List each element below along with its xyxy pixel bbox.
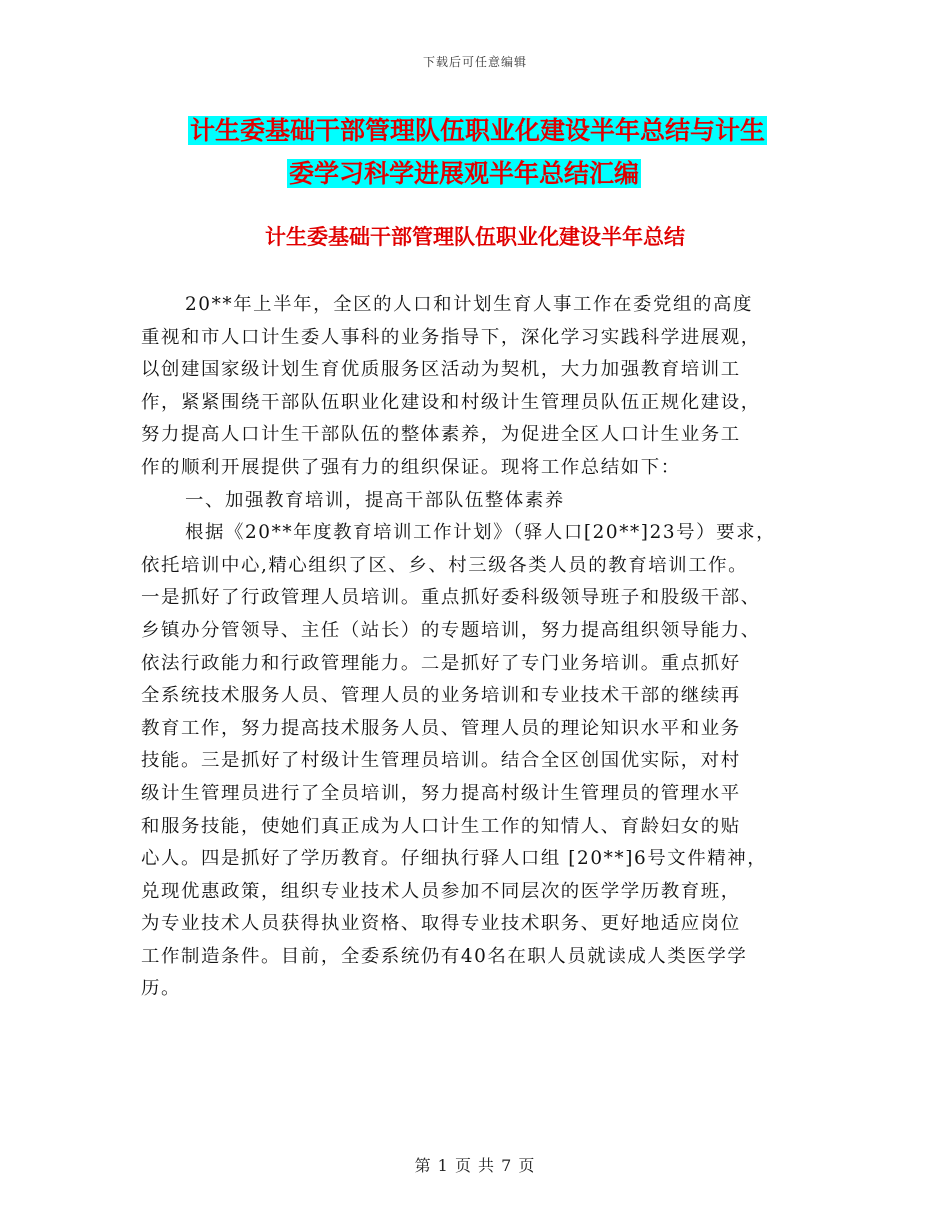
- page-number-footer: 第 1 页 共 7 页: [414, 1156, 536, 1175]
- section-title: 计生委基础干部管理队伍职业化建设半年总结: [265, 225, 685, 249]
- document-title-line-2: 委学习科学进展观半年总结汇编: [289, 159, 640, 188]
- paragraph-line: 努力提高人口计生干部队伍的整体素养，为促进全区人口计生业务工: [141, 424, 741, 446]
- paragraph-line: 兑现优惠政策，组织专业技术人员参加不同层次的医学学历教育班，: [141, 880, 741, 902]
- paragraph-line: 为专业技术人员获得执业资格、取得专业技术职务、更好地适应岗位: [141, 913, 741, 935]
- paragraph-line: 全系统技术服务人员、管理人员的业务培训和专业技术干部的继续再: [141, 685, 741, 707]
- paragraph-line: 心人。四是抓好了学历教育。仔细执行驿人口组 [20**]6号文件精神，: [141, 848, 768, 870]
- paragraph-line: 历。: [141, 978, 181, 1000]
- paragraph-line: 20**年上半年，全区的人口和计划生育人事工作在委党组的高度: [185, 294, 753, 315]
- document-title-line-1: 计生委基础干部管理队伍职业化建设半年总结与计生: [190, 116, 766, 145]
- paragraph-line: 以创建国家级计划生育优质服务区活动为契机，大力加强教育培训工: [141, 359, 741, 381]
- paragraph-line: 依法行政能力和行政管理能力。二是抓好了专门业务培训。重点抓好: [141, 652, 741, 674]
- paragraph-line: 作，紧紧围绕干部队伍职业化建设和村级计生管理员队伍正规化建设，: [141, 391, 761, 413]
- paragraph-line: 和服务技能，使她们真正成为人口计生工作的知情人、育龄妇女的贴: [141, 815, 741, 837]
- paragraph-line: 工作制造条件。目前，全委系统仍有40名在职人员就读成人类医学学: [141, 945, 748, 967]
- body-text: [141, 289, 811, 1006]
- paragraph-line: 依托培训中心,精心组织了区、乡、村三级各类人员的教育培训工作。: [141, 554, 749, 576]
- paragraph-line: 一是抓好了行政管理人员培训。重点抓好委科级领导班子和股级干部、: [141, 587, 761, 609]
- section-heading: 一、加强教育培训，提高干部队伍整体素养: [185, 489, 565, 511]
- paragraph-line: 根据《20**年度教育培训工作计划》（驿人口[20**]23号）要求，: [185, 522, 777, 544]
- paragraph-line: 级计生管理员进行了全员培训，努力提高村级计生管理员的管理水平: [141, 782, 741, 804]
- paragraph-line: 技能。三是抓好了村级计生管理员培训。结合全区创国优实际，对村: [141, 750, 741, 772]
- paragraph-line: 重视和市人口计生委人事科的业务指导下，深化学习实践科学进展观，: [141, 326, 761, 348]
- header-note: 下载后可任意编辑: [422, 55, 527, 69]
- paragraph-line: 作的顺利开展提供了强有力的组织保证。现将工作总结如下：: [141, 456, 681, 478]
- paragraph-line: 教育工作，努力提高技术服务人员、管理人员的理论知识水平和业务: [141, 717, 741, 739]
- paragraph-line: 乡镇办分管领导、主任（站长）的专题培训，努力提高组织领导能力、: [141, 619, 761, 641]
